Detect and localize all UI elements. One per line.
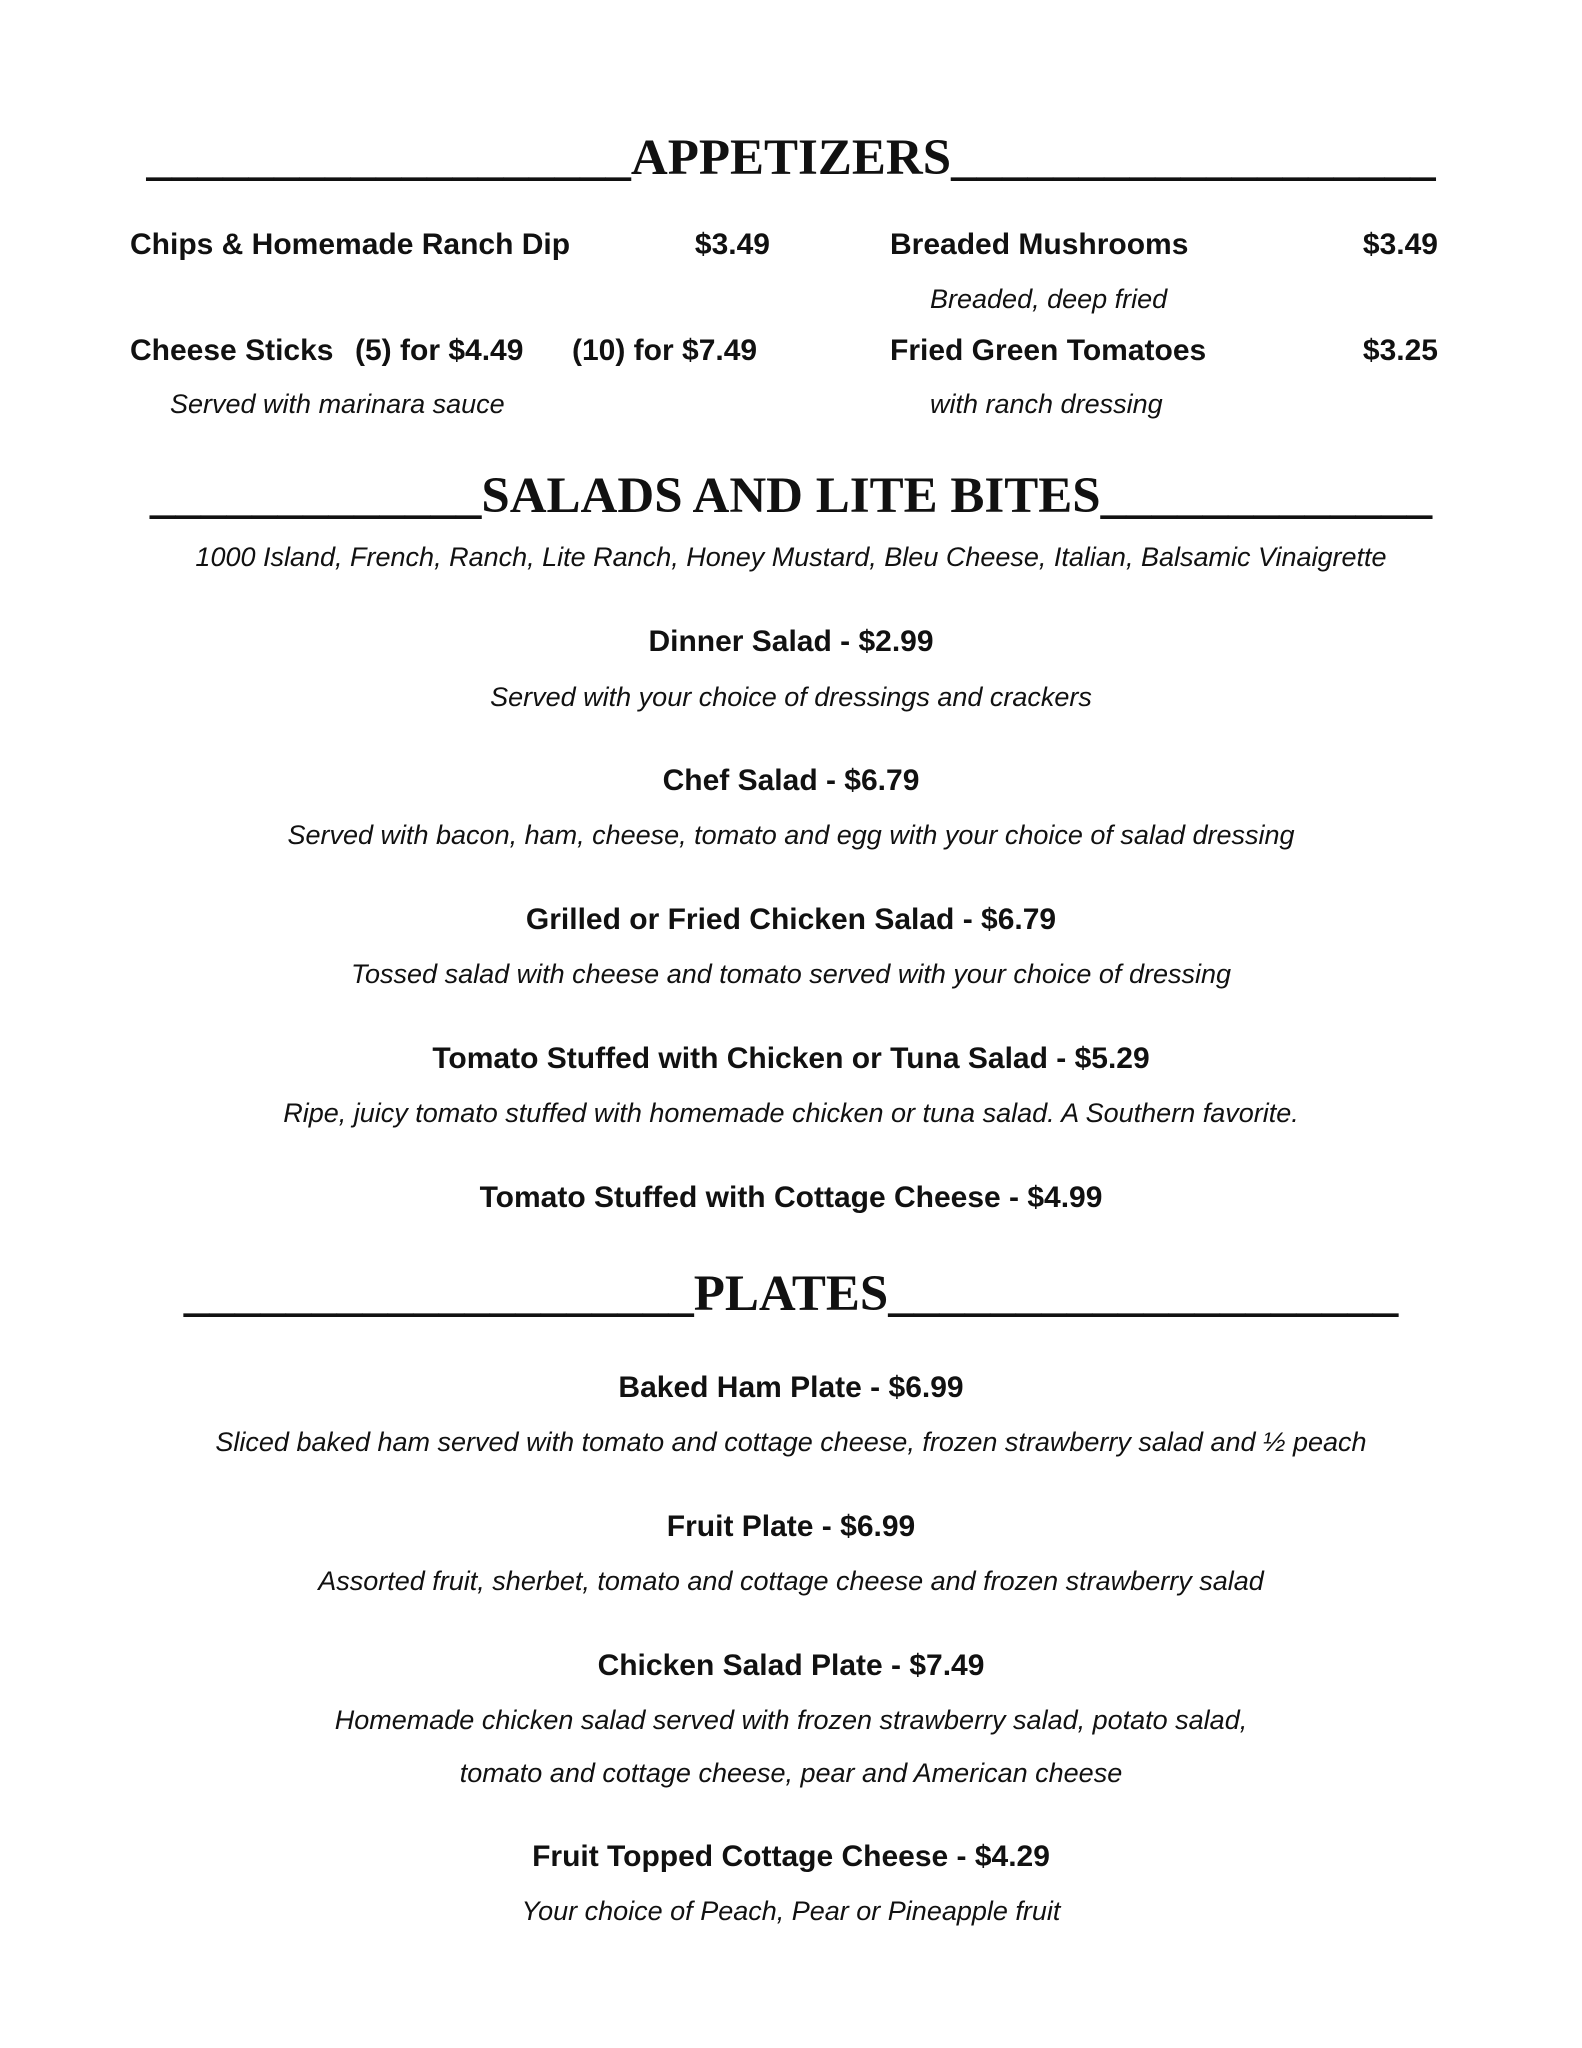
plate-chicken-salad-name: Chicken Salad Plate - $7.49 (597, 1649, 985, 1682)
salad-dinner-name: Dinner Salad - $2.99 (648, 625, 934, 658)
salad-dressings-list: 1000 Island, French, Ranch, Lite Ranch, Honey Mustard, Bleu Cheese, Italian, Balsamic Vinaigrette (195, 542, 1387, 572)
appetizer-chips-price: $3.49 (694, 228, 770, 261)
plate-baked-ham-description: Sliced baked ham served with tomato and cottage cheese, frozen strawberry salad and ½ peach (215, 1427, 1367, 1457)
appetizer-mushrooms-price: $3.49 (1362, 228, 1438, 261)
plate-baked-ham-name: Baked Ham Plate - $6.99 (618, 1371, 964, 1404)
plate-chicken-salad-description: Homemade chicken salad served with frozen strawberry salad, potato salad, (334, 1705, 1248, 1735)
appetizer-fried-green-tomatoes-description: with ranch dressing (930, 389, 1163, 419)
plate-fruit-topped-cottage-cheese-name: Fruit Topped Cottage Cheese - $4.29 (532, 1840, 1050, 1873)
plate-fruit-name: Fruit Plate - $6.99 (666, 1510, 916, 1543)
appetizer-cheese-sticks-price-large: (10) for $7.49 (572, 334, 758, 367)
salad-chicken-name: Grilled or Fried Chicken Salad - $6.79 (525, 903, 1057, 936)
salads-heading: _____________SALADS AND LITE BITES_____________ (149, 468, 1433, 524)
plate-fruit-topped-cottage-cheese-description: Your choice of Peach, Pear or Pineapple fruit (521, 1896, 1061, 1926)
salad-tomato-chicken-tuna-name: Tomato Stuffed with Chicken or Tuna Salad - $5.29 (432, 1042, 1150, 1075)
salad-tomato-chicken-tuna-description: Ripe, juicy tomato stuffed with homemade chicken or tuna salad. A Southern favorite. (283, 1098, 1299, 1128)
appetizer-chips-name: Chips & Homemade Ranch Dip (130, 228, 571, 261)
plate-fruit-description: Assorted fruit, sherbet, tomato and cottage cheese and frozen strawberry salad (318, 1566, 1264, 1596)
appetizer-fried-green-tomatoes-price: $3.25 (1362, 334, 1438, 367)
appetizer-mushrooms-name: Breaded Mushrooms (890, 228, 1189, 261)
salad-chef-description: Served with bacon, ham, cheese, tomato and egg with your choice of salad dressing (287, 820, 1295, 850)
appetizer-cheese-sticks-name: Cheese Sticks (130, 334, 334, 367)
appetizer-fried-green-tomatoes-name: Fried Green Tomatoes (890, 334, 1207, 367)
salad-chicken-description: Tossed salad with cheese and tomato served with your choice of dressing (351, 959, 1231, 989)
salad-chef-name: Chef Salad - $6.79 (662, 764, 920, 797)
appetizers-heading: ___________________APPETIZERS___________________ (146, 130, 1436, 186)
appetizer-cheese-sticks-description: Served with marinara sauce (170, 389, 505, 419)
salad-dinner-description: Served with your choice of dressings and crackers (490, 682, 1092, 712)
plates-heading: ____________________PLATES____________________ (183, 1266, 1399, 1322)
appetizer-mushrooms-description: Breaded, deep fried (930, 284, 1168, 314)
appetizer-cheese-sticks-price-small: (5) for $4.49 (355, 334, 524, 367)
salad-tomato-cottage-cheese-name: Tomato Stuffed with Cottage Cheese - $4.99 (479, 1181, 1103, 1214)
plate-chicken-salad-description-line2: tomato and cottage cheese, pear and American cheese (459, 1758, 1123, 1788)
